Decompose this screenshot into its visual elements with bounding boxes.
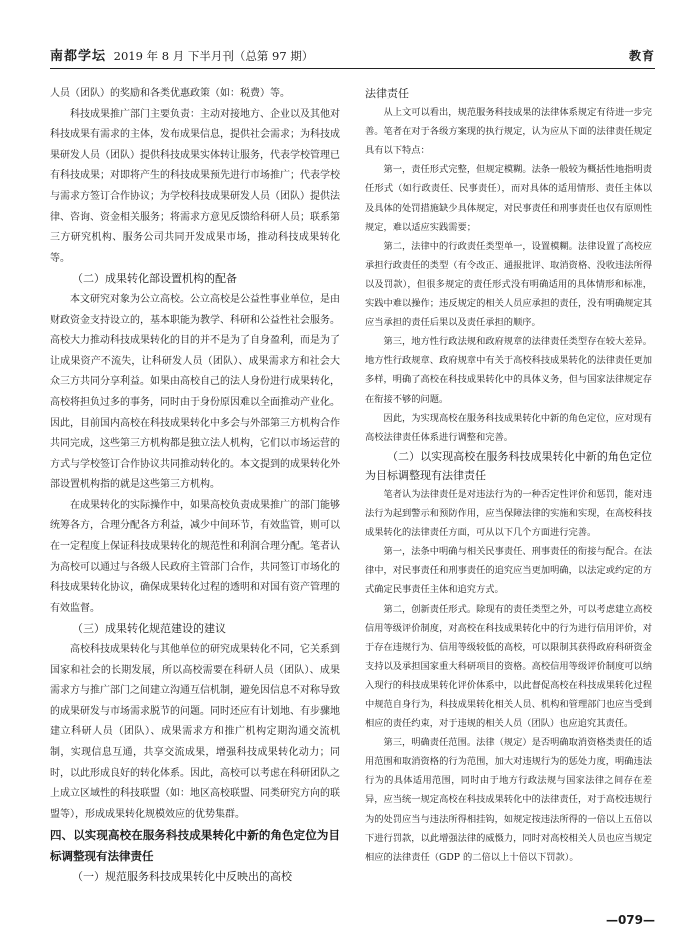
section-label: 教育 (628, 49, 655, 63)
page-number: —079— (605, 913, 655, 927)
subsection-heading: （三）成果转化规范建设的建议 (72, 622, 226, 636)
body-paragraph: 因此，为实现高校在服务科技成果转化中新的角色定位，应对现有高校法律责任体系进行调整和完善。 (365, 412, 652, 443)
body-paragraph: 第二，创新责任形式。除现有的责任类型之外，可以考虑建立高校信用等级评价制度，对高校在科技成果转化中的行为进行信用评价，对于存在违规行为、信用等级较低的高校，可以限制其获得政府科研资金支持以及承担国家重大科研项目的资格。高校信用等级评价制度可以纳入现行的科技成果转化评价体系中，以此督促高校在科技成果转化过程中规范自身行为，科技成果转化相关人员、机构和管理部门也应当受到相应的责任约束，对于违规的相关人员（团队）也应追究其责任。 (365, 603, 652, 730)
page-header (50, 46, 655, 66)
subsection-heading: （二）以实现高校在服务科技成果转化中新的角色定位为目标调整现有法律责任 (365, 449, 652, 482)
journal-title: 南都学坛 (50, 49, 107, 64)
body-paragraph: 第一，责任形式完整，但规定模糊。法条一般较为概括性地指明责任形式（如行政责任、民事责任），而对具体的适用情形、责任主体以及具体的处罚措施缺少具体规定，对民事责任和刑事责任也仅有原则性规定，难以适应实践需要； (365, 164, 652, 233)
header-rule (50, 68, 655, 69)
section-heading: 四、以实现高校在服务科技成果转化中新的角色定位为目标调整现有法律责任 (50, 828, 340, 863)
subsection-heading: （二）成果转化部设置机构的配备 (72, 272, 237, 286)
body-paragraph: 从上文可以看出，规范服务科技成果的法律体系规定有待进一步完善。笔者在对于各级方案现的执行规定，认为应从下面的法律责任规定具有以下特点： (365, 107, 652, 157)
body-paragraph: 人员（团队）的奖励和各类优惠政策（如：税费）等。 (50, 88, 290, 99)
body-paragraph: 第二，法律中的行政责任类型单一，设置模糊。法律设置了高校应承担行政责任的类型（有令改正、通报批评、取消资格、没收违法所得以及罚款），但很多规定的责任形式没有明确适用的具体情形和标准，实践中难以操作；违反规定的相关人员应承担的责任，没有明确规定其应当承担的责任后果以及责任承担的顺序。 (365, 240, 652, 329)
body-paragraph: 第三，明确责任范围。法律（规定）是否明确取消资格类责任的适用范围和取消资格的行为范围，加大对违规行为的惩处力度，明确违法行为的具体适用范围，同时由于地方行政法规与国家法律之间存在差异，应当统一规定高校在科技成果转化中的法律责任，对于高校违规行为的处罚应当与违法所得相挂钩，如规定按违法所得的一倍以上五倍以下进行罚款，以此增强法律的威慑力，同时对高校相关人员也应当规定相应的法律责任（GDP 的二倍以上十倍以下罚款）。 (365, 737, 652, 863)
body-paragraph: 在成果转化的实际操作中，如果高校负责成果推广的部门能够统筹各方，合理分配各方利益，减少中间环节，有效监管，则可以在一定程度上保证科技成果转化的规范性和利润合理分配。笔者认为高校可以通过与各级人民政府主管部门合作，共同签订市场化的科技成果转化协议，确保成果转化过程的透明和对国有资产管理的有效监督。 (50, 499, 340, 614)
body-paragraph: 第三，地方性行政法规和政府规章的法律责任类型存在较大差异。地方性行政规章、政府规章中有关于高校科技成果转化的法律责任更加多样，明确了高校在科技成果转化中的具体义务，但与国家法律规定存在衔接不够的问题。 (365, 336, 652, 405)
left-column (50, 84, 340, 887)
body-paragraph: 高校科技成果转化与其他单位的研究成果转化不同，它关系到国家和社会的长期发展，所以高校需要在科研人员（团队）、成果需求方与推广部门之间建立沟通互信机制，避免因信息不对称导致的成果研发与市场需求脱节的问题。同时还应有计划地、有步骤地建立科研人员（团队）、成果需求方和推广机构定期沟通交流机制，实现信息互通，共享交流成果，增强科技成果转化动力；同时，以此形成良好的转化体系。因此，高校可以考虑在科研团队之上成立区域性的科技联盟（如：地区高校联盟、同类研究方向的联盟等），形成成果转化规模效应的优势集群。 (50, 644, 340, 820)
body-paragraph: 第一，法条中明确与相关民事责任、刑事责任的衔接与配合。在法律中，对民事责任和刑事责任的追究应当更加明确，以法定或约定的方式确定民事责任主体和追究方式。 (365, 546, 652, 596)
body-paragraph: 笔者认为法律责任是对违法行为的一种否定性评价和惩罚，能对违法行为起到警示和预防作用，应当保障法律的实施和实现，在高校科技成果转化的法律责任方面，可从以下几个方面进行完善。 (365, 488, 652, 539)
subsection-heading: 法律责任 (365, 87, 409, 100)
body-paragraph: 科技成果推广部门主要负责：主动对接地方、企业以及其他对科技成果有需求的主体，发布成果信息，提供社会需求；为科技成果研发人员（团队）提供科技成果实体转让服务，代表学校管理已有科技成果；对即将产生的科技成果预先进行市场推广；代表学校与需求方签订合作协议；为学校科技成果研发人员（团队）提供法律、咨询、资金相关服务；将需求方意见反馈给科研人员；联系第三方研究机构、服务公司共同开发成果市场，推动科技成果转化等。 (50, 108, 340, 264)
body-paragraph: 本文研究对象为公立高校。公立高校是公益性事业单位，是由财政资金支持设立的，基本职能为教学、科研和公益性社会服务。高校大力推动科技成果转化的目的并不是为了自身盈利，而是为了让成果资产不流失，让科研发人员（团队）、成果需求方和社会大众三方共同分享利益。如果由高校自己的法人身份进行成果转化，高校将担负过多的事务，同时由于身份原因难以全面推动产业化。因此，目前国内高校在科技成果转化中多会与外部第三方机构合作共同完成，这些第三方机构都是独立法人机构，它们以市场运营的方式与学校签订合作协议共同推动转化的。本文提到的成果转化外部设置机构指的就是这些第三方机构。 (50, 293, 340, 491)
journal-issue: 2019 年 8 月 下半月刊（总第 97 期） (113, 49, 314, 63)
subsection-heading: （一）规范服务科技成果转化中反映出的高校 (72, 869, 292, 883)
right-column (365, 84, 652, 867)
